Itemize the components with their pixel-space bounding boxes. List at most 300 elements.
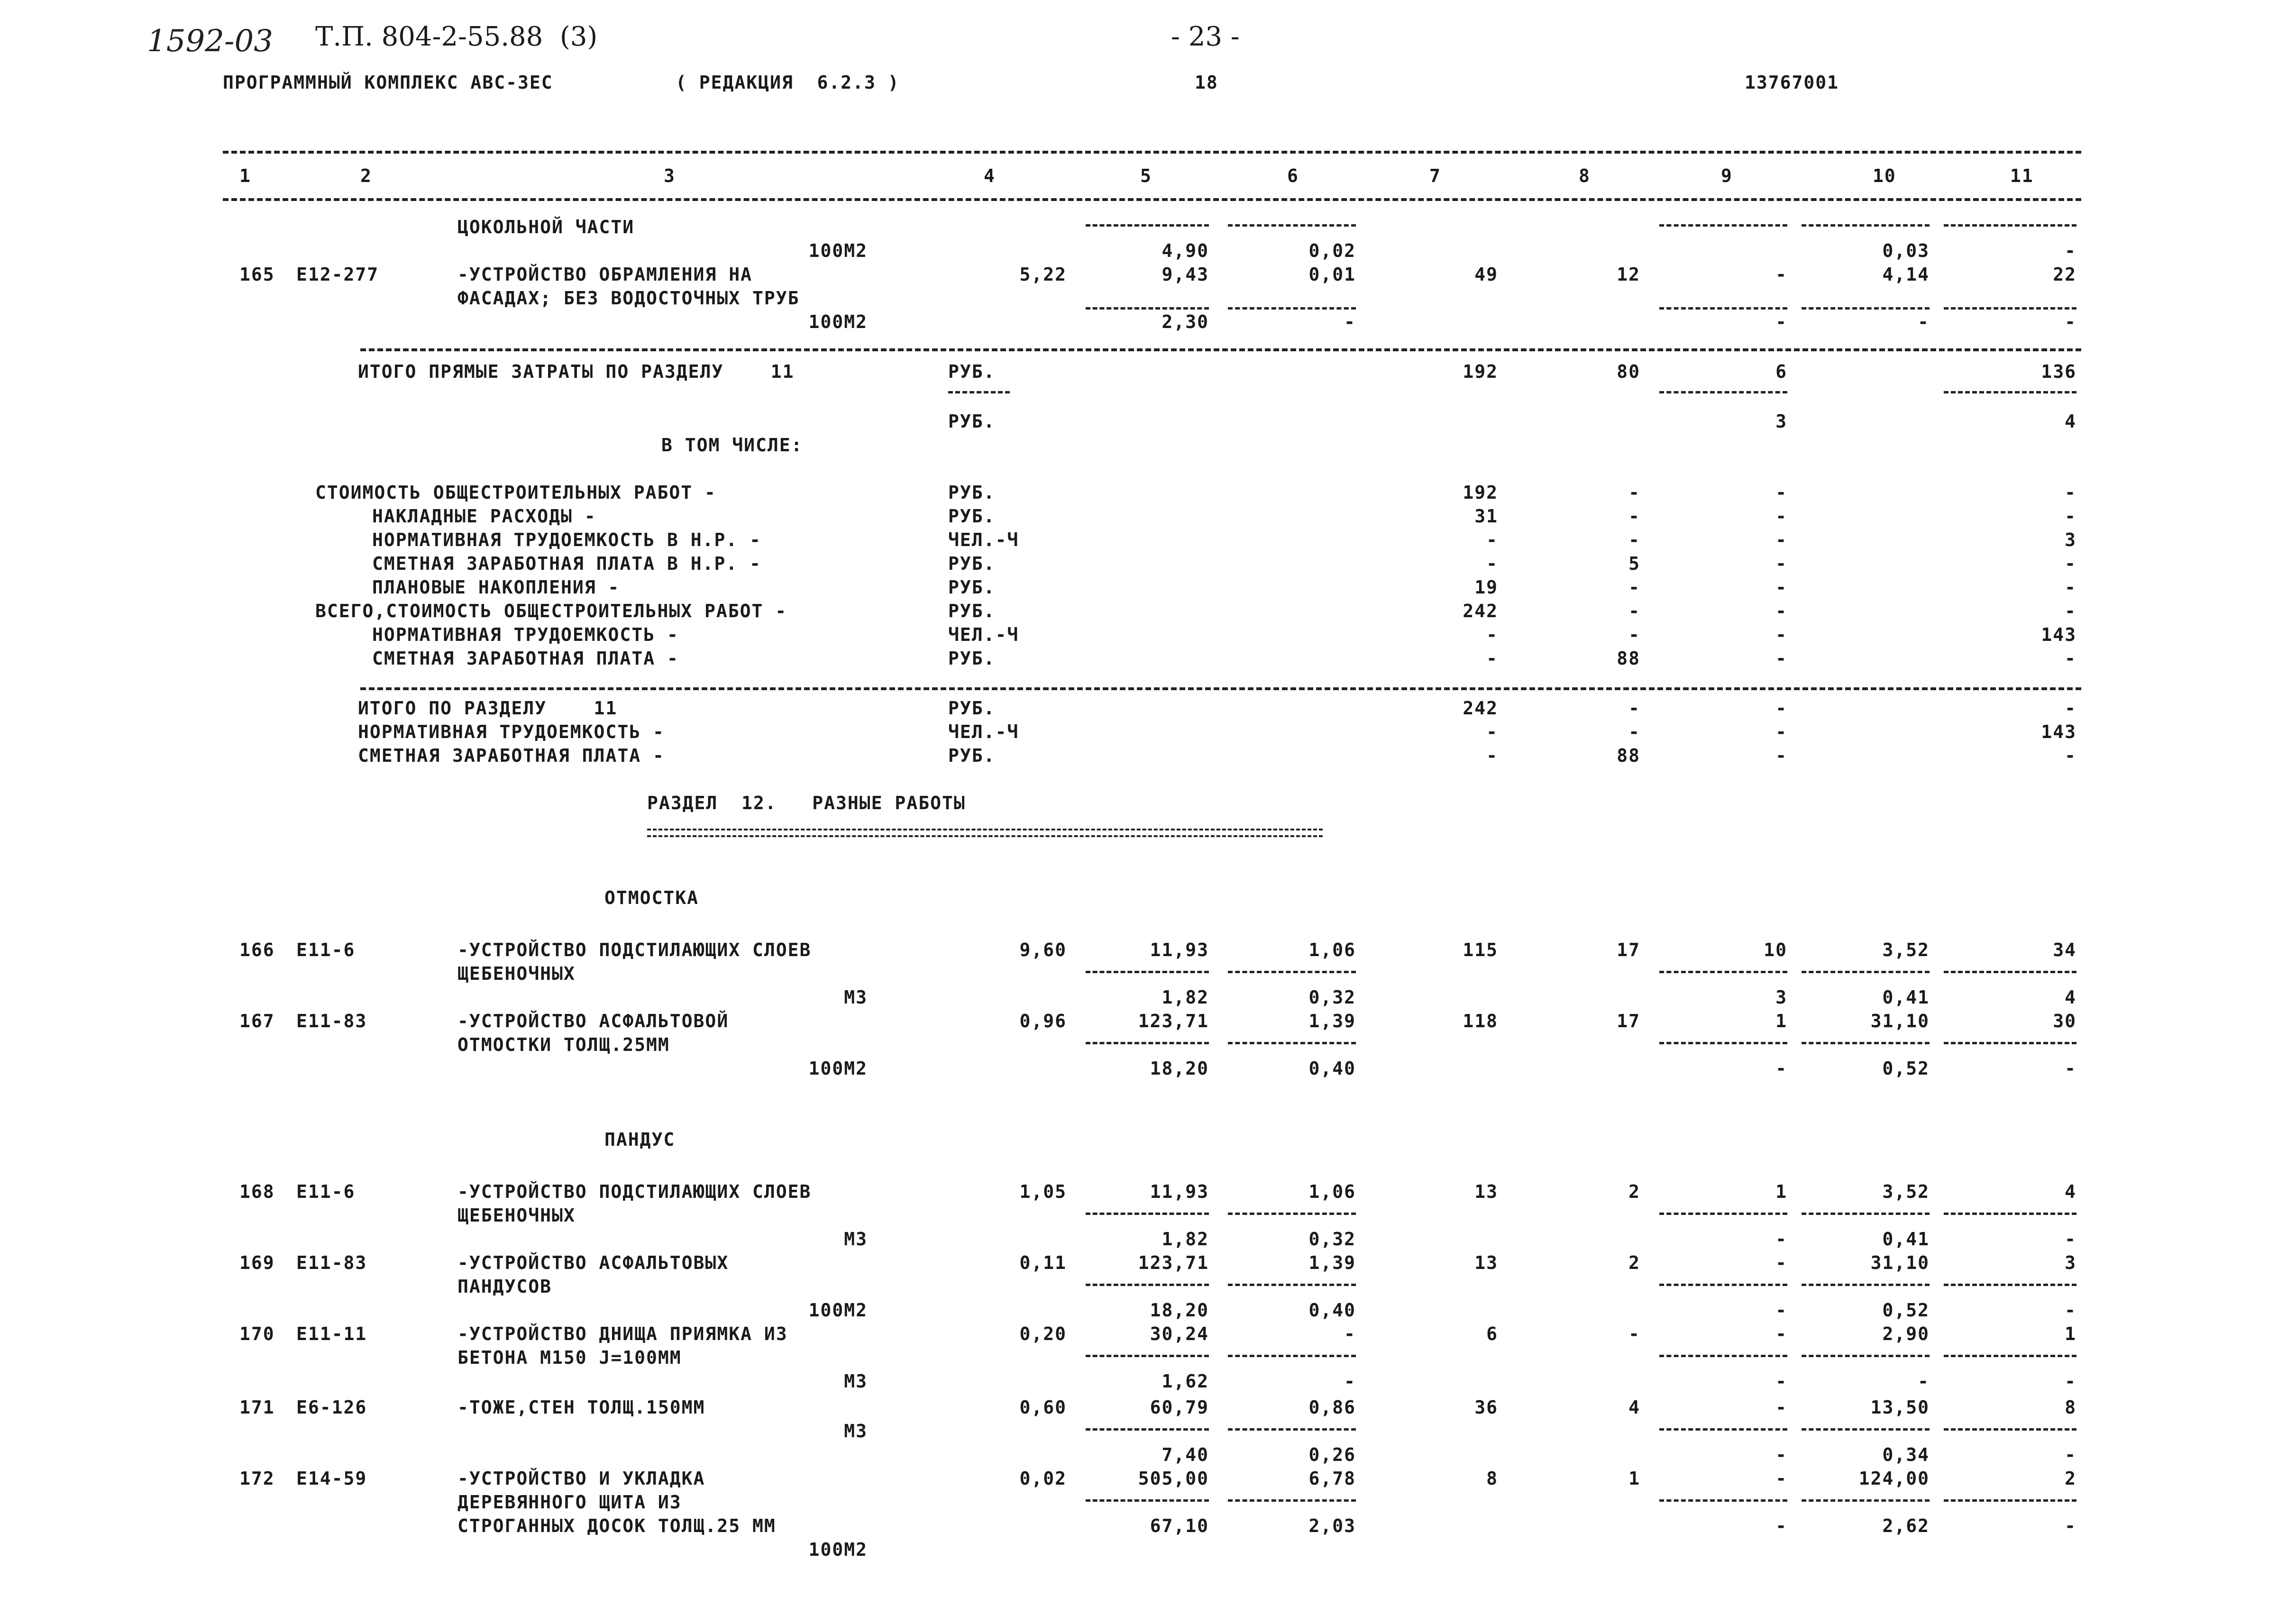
cell-col-11: -	[2065, 1444, 2076, 1465]
cell-col-8: -	[1628, 624, 1640, 645]
cell-col-11: 143	[2041, 721, 2076, 742]
cell-col-4: 0,20	[1019, 1323, 1067, 1344]
cell-col-7: 192	[1463, 482, 1498, 503]
cell-col-5: 30,24	[1150, 1323, 1209, 1344]
cell-col-4: 0,96	[1019, 1011, 1067, 1031]
cell-col-3: ЩЕБЕНОЧНЫХ	[457, 963, 576, 984]
fraction-rule	[1944, 1355, 2076, 1357]
document-code: Т.П. 804-2-55.88 (3)	[315, 21, 598, 52]
totals-rule	[1659, 391, 1787, 393]
cell-col-9: -	[1775, 264, 1787, 285]
cell-col-7: 36	[1474, 1397, 1498, 1418]
summary-label: НОРМАТИВНАЯ ТРУДОЕМКОСТЬ В Н.Р. -	[372, 529, 761, 550]
cell-col-9: -	[1775, 1300, 1787, 1321]
cell-col-3: СТРОГАННЫХ ДОСОК ТОЛЩ.25 ММ	[457, 1515, 776, 1536]
column-number-10: 10	[1873, 165, 1896, 186]
cell-col-2: Е11-83	[296, 1252, 367, 1273]
fraction-rule	[1228, 1284, 1356, 1286]
cell-col-5: 18,20	[1150, 1058, 1209, 1079]
cell-col-3: -УСТРОЙСТВО И УКЛАДКА	[457, 1468, 705, 1489]
cell-col-11: -	[2065, 1058, 2076, 1079]
cell-col-9: -	[1775, 601, 1787, 621]
fraction-rule	[1228, 1355, 1356, 1357]
cell-col-10: 0,52	[1882, 1058, 1930, 1079]
cell-col-1: 167	[239, 1011, 275, 1031]
totals-rule	[948, 391, 1010, 393]
cell-col-7: 8	[1486, 1468, 1498, 1489]
fraction-rule	[1659, 1428, 1787, 1431]
cell-col-11: -	[2065, 577, 2076, 598]
summary-label: ПАНДУС	[604, 1129, 676, 1150]
cell-col-5: 1,82	[1162, 1229, 1209, 1250]
section-11-separator	[360, 348, 2081, 351]
cell-col-7: 242	[1463, 601, 1498, 621]
cell-col-4: 1,05	[1019, 1181, 1067, 1202]
column-number-2: 2	[360, 165, 372, 186]
cell-col-2: Е11-83	[296, 1011, 367, 1031]
unit-cell: 100М2	[808, 240, 868, 261]
cell-col-10: 0,41	[1882, 1229, 1930, 1250]
cell-col-8: 88	[1617, 648, 1640, 669]
cell-col-11: -	[2065, 601, 2076, 621]
cell-col-8: 2	[1628, 1181, 1640, 1202]
cell-col-6: 1,39	[1308, 1011, 1356, 1031]
summary-label: СТОИМОСТЬ ОБЩЕСТРОИТЕЛЬНЫХ РАБОТ -	[315, 482, 716, 503]
section-12-underline	[647, 829, 1323, 837]
cell-col-4: 0,02	[1019, 1468, 1067, 1489]
cell-col-1: 169	[239, 1252, 275, 1273]
cell-col-3: БЕТОНА М150 J=100ММ	[457, 1347, 682, 1368]
cell-col-8: -	[1628, 721, 1640, 742]
cell-col-7: -	[1486, 648, 1498, 669]
cell-col-9: -	[1775, 624, 1787, 645]
cell-col-6: 0,32	[1308, 987, 1356, 1008]
cell-col-11: 3	[2065, 1252, 2076, 1273]
fraction-rule	[1659, 307, 1787, 310]
fraction-rule	[1086, 1284, 1209, 1286]
summary-label: РАЗДЕЛ 12. РАЗНЫЕ РАБОТЫ	[647, 793, 966, 813]
cell-col-10: 31,10	[1870, 1252, 1930, 1273]
cell-col-8: 12	[1617, 264, 1640, 285]
cell-col-5: 4,90	[1162, 240, 1209, 261]
fraction-rule	[1086, 971, 1209, 973]
cell-col-7: -	[1486, 745, 1498, 766]
cell-col-7: -	[1486, 721, 1498, 742]
cell-col-11: -	[2065, 240, 2076, 261]
cell-col-8: -	[1628, 698, 1640, 719]
fraction-rule	[1086, 1042, 1209, 1044]
cell-col-10: 13,50	[1870, 1397, 1930, 1418]
cell-col-6: 0,32	[1308, 1229, 1356, 1250]
cell-col-8: -	[1628, 577, 1640, 598]
cell-col-10: 3,52	[1882, 940, 1930, 960]
cell-col-2: Е14-59	[296, 1468, 367, 1489]
cell-col-9: -	[1775, 698, 1787, 719]
cell-col-11: -	[2065, 1300, 2076, 1321]
cell-col-3: ЦОКОЛЬНОЙ ЧАСТИ	[457, 217, 635, 237]
currency-cell: РУБ.	[948, 506, 996, 527]
cell-col-9: -	[1775, 506, 1787, 527]
cell-col-5: 7,40	[1162, 1444, 1209, 1465]
cell-col-11: -	[2065, 745, 2076, 766]
cell-col-9: 3	[1775, 987, 1787, 1008]
cell-col-9: -	[1775, 648, 1787, 669]
cell-col-11: 136	[2041, 361, 2076, 382]
summary-label: СМЕТНАЯ ЗАРАБОТНАЯ ПЛАТА -	[358, 745, 665, 766]
cell-col-9: -	[1775, 721, 1787, 742]
currency-cell: ЧЕЛ.-Ч	[948, 624, 1019, 645]
cell-col-9: -	[1775, 529, 1787, 550]
cell-col-9: 10	[1764, 940, 1787, 960]
summary-label: НАКЛАДНЫЕ РАСХОДЫ -	[372, 506, 596, 527]
cell-col-8: -	[1628, 1323, 1640, 1344]
cell-col-6: 0,40	[1308, 1300, 1356, 1321]
cell-col-9: 3	[1775, 411, 1787, 432]
column-number-7: 7	[1429, 165, 1441, 186]
cell-col-9: -	[1775, 553, 1787, 574]
cell-col-9: -	[1775, 311, 1787, 332]
table-top-rule	[223, 151, 2081, 154]
fraction-rule	[1228, 1213, 1356, 1215]
cell-col-11: -	[2065, 1229, 2076, 1250]
cell-col-6: 0,01	[1308, 264, 1356, 285]
cell-col-8: 1	[1628, 1468, 1640, 1489]
totals-rule	[1944, 391, 2076, 393]
currency-cell: ЧЕЛ.-Ч	[948, 721, 1019, 742]
fraction-rule	[1228, 307, 1356, 310]
cell-col-9: -	[1775, 1444, 1787, 1465]
cell-col-6: 0,02	[1308, 240, 1356, 261]
summary-label: НОРМАТИВНАЯ ТРУДОЕМКОСТЬ -	[372, 624, 679, 645]
cell-col-1: 172	[239, 1468, 275, 1489]
fraction-rule	[1086, 1499, 1209, 1502]
object-code: 13767001	[1745, 72, 1839, 93]
cell-col-9: -	[1775, 1397, 1787, 1418]
cell-col-7: 6	[1486, 1323, 1498, 1344]
summary-label: ИТОГО ПРЯМЫЕ ЗАТРАТЫ ПО РАЗДЕЛУ 11	[358, 361, 795, 382]
summary-label: СМЕТНАЯ ЗАРАБОТНАЯ ПЛАТА -	[372, 648, 679, 669]
summary-label: ВСЕГО,СТОИМОСТЬ ОБЩЕСТРОИТЕЛЬНЫХ РАБОТ -	[315, 601, 787, 621]
cell-col-5: 60,79	[1150, 1397, 1209, 1418]
column-number-11: 11	[2010, 165, 2034, 186]
cell-col-2: Е11-6	[296, 1181, 356, 1202]
summary-label: ПЛАНОВЫЕ НАКОПЛЕНИЯ -	[372, 577, 620, 598]
cell-col-8: -	[1628, 529, 1640, 550]
cell-col-5: 505,00	[1138, 1468, 1209, 1489]
fraction-rule	[1802, 1042, 1930, 1044]
cell-col-10: 4,14	[1882, 264, 1930, 285]
cell-col-10: 31,10	[1870, 1011, 1930, 1031]
column-number-9: 9	[1721, 165, 1733, 186]
currency-cell: РУБ.	[948, 698, 996, 719]
cell-col-8: 17	[1617, 940, 1640, 960]
column-header-rule	[223, 198, 2081, 201]
currency-cell: РУБ.	[948, 648, 996, 669]
fraction-rule	[1659, 1499, 1787, 1502]
cell-col-5: 11,93	[1150, 940, 1209, 960]
cell-col-11: -	[2065, 1515, 2076, 1536]
fraction-rule	[1944, 1499, 2076, 1502]
unit-cell: 100М2	[808, 1300, 868, 1321]
cell-col-5: 67,10	[1150, 1515, 1209, 1536]
fraction-rule	[1228, 971, 1356, 973]
cell-col-11: 22	[2053, 264, 2076, 285]
fraction-rule	[1659, 1042, 1787, 1044]
cell-col-7: 19	[1474, 577, 1498, 598]
unit-cell: 100М2	[808, 311, 868, 332]
fraction-rule	[1228, 224, 1356, 227]
cell-col-6: 1,06	[1308, 940, 1356, 960]
cell-col-11: -	[2065, 698, 2076, 719]
cell-col-1: 166	[239, 940, 275, 960]
fraction-rule	[1944, 1428, 2076, 1431]
unit-cell: М3	[844, 1371, 868, 1392]
cell-col-4: 0,11	[1019, 1252, 1067, 1273]
cell-col-9: -	[1775, 745, 1787, 766]
cell-col-2: Е6-126	[296, 1397, 367, 1418]
cell-col-10: 0,52	[1882, 1300, 1930, 1321]
cell-col-10: 3,52	[1882, 1181, 1930, 1202]
cell-col-11: 8	[2065, 1397, 2076, 1418]
cell-col-1: 171	[239, 1397, 275, 1418]
currency-cell: РУБ.	[948, 411, 996, 432]
cell-col-1: 168	[239, 1181, 275, 1202]
column-number-3: 3	[664, 165, 676, 186]
cell-col-5: 1,62	[1162, 1371, 1209, 1392]
cell-col-11: 143	[2041, 624, 2076, 645]
fraction-rule	[1802, 224, 1930, 227]
cell-col-8: 2	[1628, 1252, 1640, 1273]
unit-cell: М3	[844, 1421, 868, 1442]
cell-col-9: -	[1775, 1229, 1787, 1250]
cell-col-8: -	[1628, 506, 1640, 527]
subtotal-separator	[360, 687, 2081, 690]
cell-col-3: -УСТРОЙСТВО ДНИЩА ПРИЯМКА ИЗ	[457, 1323, 788, 1344]
cell-col-9: -	[1775, 1252, 1787, 1273]
cell-col-5: 18,20	[1150, 1300, 1209, 1321]
cell-col-7: 118	[1463, 1011, 1498, 1031]
cell-col-11: 4	[2065, 987, 2076, 1008]
cell-col-9: 1	[1775, 1011, 1787, 1031]
fraction-rule	[1086, 1213, 1209, 1215]
cell-col-9: -	[1775, 1323, 1787, 1344]
fraction-rule	[1086, 1428, 1209, 1431]
fraction-rule	[1659, 1284, 1787, 1286]
sheet-number: 18	[1195, 72, 1218, 93]
fraction-rule	[1802, 1499, 1930, 1502]
cell-col-1: 165	[239, 264, 275, 285]
fraction-rule	[1802, 1213, 1930, 1215]
cell-col-5: 9,43	[1162, 264, 1209, 285]
cell-col-3: ДЕРЕВЯННОГО ЩИТА ИЗ	[457, 1492, 682, 1513]
cell-col-7: 31	[1474, 506, 1498, 527]
cell-col-1: 170	[239, 1323, 275, 1344]
cell-col-11: -	[2065, 648, 2076, 669]
cell-col-5: 2,30	[1162, 311, 1209, 332]
fraction-rule	[1944, 1284, 2076, 1286]
cell-col-3: ОТМОСТКИ ТОЛЩ.25ММ	[457, 1034, 670, 1055]
cell-col-3: -УСТРОЙСТВО АСФАЛЬТОВОЙ	[457, 1011, 729, 1031]
cell-col-8: 5	[1628, 553, 1640, 574]
summary-label: В ТОМ ЧИСЛЕ:	[661, 435, 803, 456]
cell-col-9: -	[1775, 1058, 1787, 1079]
fraction-rule	[1802, 1284, 1930, 1286]
cell-col-8: 80	[1617, 361, 1640, 382]
unit-cell: 100М2	[808, 1539, 868, 1560]
cell-col-6: -	[1344, 1323, 1356, 1344]
cell-col-3: ПАНДУСОВ	[457, 1276, 552, 1297]
cell-col-6: -	[1344, 1371, 1356, 1392]
cell-col-8: 17	[1617, 1011, 1640, 1031]
fraction-rule	[1659, 1213, 1787, 1215]
cell-col-10: 0,03	[1882, 240, 1930, 261]
currency-cell: РУБ.	[948, 361, 996, 382]
fraction-rule	[1802, 971, 1930, 973]
cell-col-4: 0,60	[1019, 1397, 1067, 1418]
cell-col-11: 2	[2065, 1468, 2076, 1489]
fraction-rule	[1802, 1428, 1930, 1431]
fraction-rule	[1944, 224, 2076, 227]
unit-cell: М3	[844, 987, 868, 1008]
cell-col-7: -	[1486, 553, 1498, 574]
handwritten-number: 1592-03	[147, 24, 273, 59]
cell-col-11: 30	[2053, 1011, 2076, 1031]
cell-col-2: Е11-11	[296, 1323, 367, 1344]
cell-col-8: -	[1628, 482, 1640, 503]
fraction-rule	[1944, 307, 2076, 310]
currency-cell: РУБ.	[948, 553, 996, 574]
unit-cell: 100М2	[808, 1058, 868, 1079]
cell-col-6: 1,06	[1308, 1181, 1356, 1202]
column-number-4: 4	[984, 165, 996, 186]
cell-col-11: -	[2065, 506, 2076, 527]
column-number-8: 8	[1579, 165, 1591, 186]
fraction-rule	[1802, 307, 1930, 310]
currency-cell: РУБ.	[948, 482, 996, 503]
cell-col-4: 5,22	[1019, 264, 1067, 285]
cell-col-7: -	[1486, 624, 1498, 645]
cell-col-7: 115	[1463, 940, 1498, 960]
fraction-rule	[1944, 1213, 2076, 1215]
fraction-rule	[1086, 224, 1209, 227]
cell-col-9: -	[1775, 1371, 1787, 1392]
summary-label: ИТОГО ПО РАЗДЕЛУ 11	[358, 698, 618, 719]
fraction-rule	[1659, 971, 1787, 973]
cell-col-3: -УСТРОЙСТВО ОБРАМЛЕНИЯ НА	[457, 264, 752, 285]
cell-col-5: 123,71	[1138, 1252, 1209, 1273]
cell-col-3: -УСТРОЙСТВО АСФАЛЬТОВЫХ	[457, 1252, 729, 1273]
cell-col-3: -УСТРОЙСТВО ПОДСТИЛАЮЩИХ СЛОЕВ	[457, 1181, 812, 1202]
fraction-rule	[1228, 1042, 1356, 1044]
fraction-rule	[1802, 1355, 1930, 1357]
cell-col-11: 4	[2065, 411, 2076, 432]
cell-col-4: 9,60	[1019, 940, 1067, 960]
cell-col-9: -	[1775, 1468, 1787, 1489]
cell-col-10: 0,34	[1882, 1444, 1930, 1465]
fraction-rule	[1944, 971, 2076, 973]
cell-col-8: 4	[1628, 1397, 1640, 1418]
cell-col-7: 13	[1474, 1181, 1498, 1202]
cell-col-10: 0,41	[1882, 987, 1930, 1008]
cell-col-3: -ТОЖЕ,СТЕН ТОЛЩ.150ММ	[457, 1397, 705, 1418]
currency-cell: РУБ.	[948, 745, 996, 766]
cell-col-8: -	[1628, 601, 1640, 621]
cell-col-3: ФАСАДАХ; БЕЗ ВОДОСТОЧНЫХ ТРУБ	[457, 288, 800, 309]
cell-col-6: 6,78	[1308, 1468, 1356, 1489]
summary-label: НОРМАТИВНАЯ ТРУДОЕМКОСТЬ -	[358, 721, 665, 742]
cell-col-6: 0,26	[1308, 1444, 1356, 1465]
cell-col-7: 192	[1463, 361, 1498, 382]
cell-col-11: -	[2065, 311, 2076, 332]
cell-col-11: 34	[2053, 940, 2076, 960]
cell-col-6: 0,40	[1308, 1058, 1356, 1079]
cell-col-6: 0,86	[1308, 1397, 1356, 1418]
cell-col-11: 4	[2065, 1181, 2076, 1202]
cell-col-7: -	[1486, 529, 1498, 550]
cell-col-8: 88	[1617, 745, 1640, 766]
cell-col-2: Е11-6	[296, 940, 356, 960]
cell-col-11: 1	[2065, 1323, 2076, 1344]
cell-col-10: 2,62	[1882, 1515, 1930, 1536]
currency-cell: ЧЕЛ.-Ч	[948, 529, 1019, 550]
cell-col-5: 1,82	[1162, 987, 1209, 1008]
fraction-rule	[1944, 1042, 2076, 1044]
page-number: - 23 -	[1171, 21, 1240, 52]
cell-col-11: -	[2065, 482, 2076, 503]
cell-col-5: 11,93	[1150, 1181, 1209, 1202]
fraction-rule	[1228, 1428, 1356, 1431]
cell-col-9: 1	[1775, 1181, 1787, 1202]
column-number-6: 6	[1287, 165, 1299, 186]
currency-cell: РУБ.	[948, 601, 996, 621]
fraction-rule	[1659, 224, 1787, 227]
cell-col-9: 6	[1775, 361, 1787, 382]
currency-cell: РУБ.	[948, 577, 996, 598]
cell-col-6: 1,39	[1308, 1252, 1356, 1273]
cell-col-9: -	[1775, 1515, 1787, 1536]
cell-col-6: 2,03	[1308, 1515, 1356, 1536]
unit-cell: М3	[844, 1229, 868, 1250]
column-number-5: 5	[1140, 165, 1152, 186]
cell-col-3: -УСТРОЙСТВО ПОДСТИЛАЮЩИХ СЛОЕВ	[457, 940, 812, 960]
fraction-rule	[1086, 1355, 1209, 1357]
cell-col-2: Е12-277	[296, 264, 379, 285]
cell-col-10: -	[1918, 1371, 1930, 1392]
fraction-rule	[1086, 307, 1209, 310]
program-edition: ( РЕДАКЦИЯ 6.2.3 )	[676, 72, 900, 93]
cell-col-11: -	[2065, 1371, 2076, 1392]
cell-col-7: 242	[1463, 698, 1498, 719]
cell-col-11: -	[2065, 553, 2076, 574]
column-number-1: 1	[239, 165, 251, 186]
summary-label: СМЕТНАЯ ЗАРАБОТНАЯ ПЛАТА В Н.Р. -	[372, 553, 761, 574]
fraction-rule	[1228, 1499, 1356, 1502]
cell-col-7: 13	[1474, 1252, 1498, 1273]
cell-col-9: -	[1775, 482, 1787, 503]
cell-col-10: -	[1918, 311, 1930, 332]
cell-col-11: 3	[2065, 529, 2076, 550]
cell-col-7: 49	[1474, 264, 1498, 285]
cell-col-10: 2,90	[1882, 1323, 1930, 1344]
cell-col-5: 123,71	[1138, 1011, 1209, 1031]
cell-col-6: -	[1344, 311, 1356, 332]
summary-label: ОТМОСТКА	[604, 887, 699, 908]
cell-col-3: ЩЕБЕНОЧНЫХ	[457, 1205, 576, 1226]
fraction-rule	[1659, 1355, 1787, 1357]
cell-col-9: -	[1775, 577, 1787, 598]
cell-col-10: 124,00	[1858, 1468, 1930, 1489]
program-name: ПРОГРАММНЫЙ КОМПЛЕКС АВС-3ЕС	[223, 72, 553, 93]
